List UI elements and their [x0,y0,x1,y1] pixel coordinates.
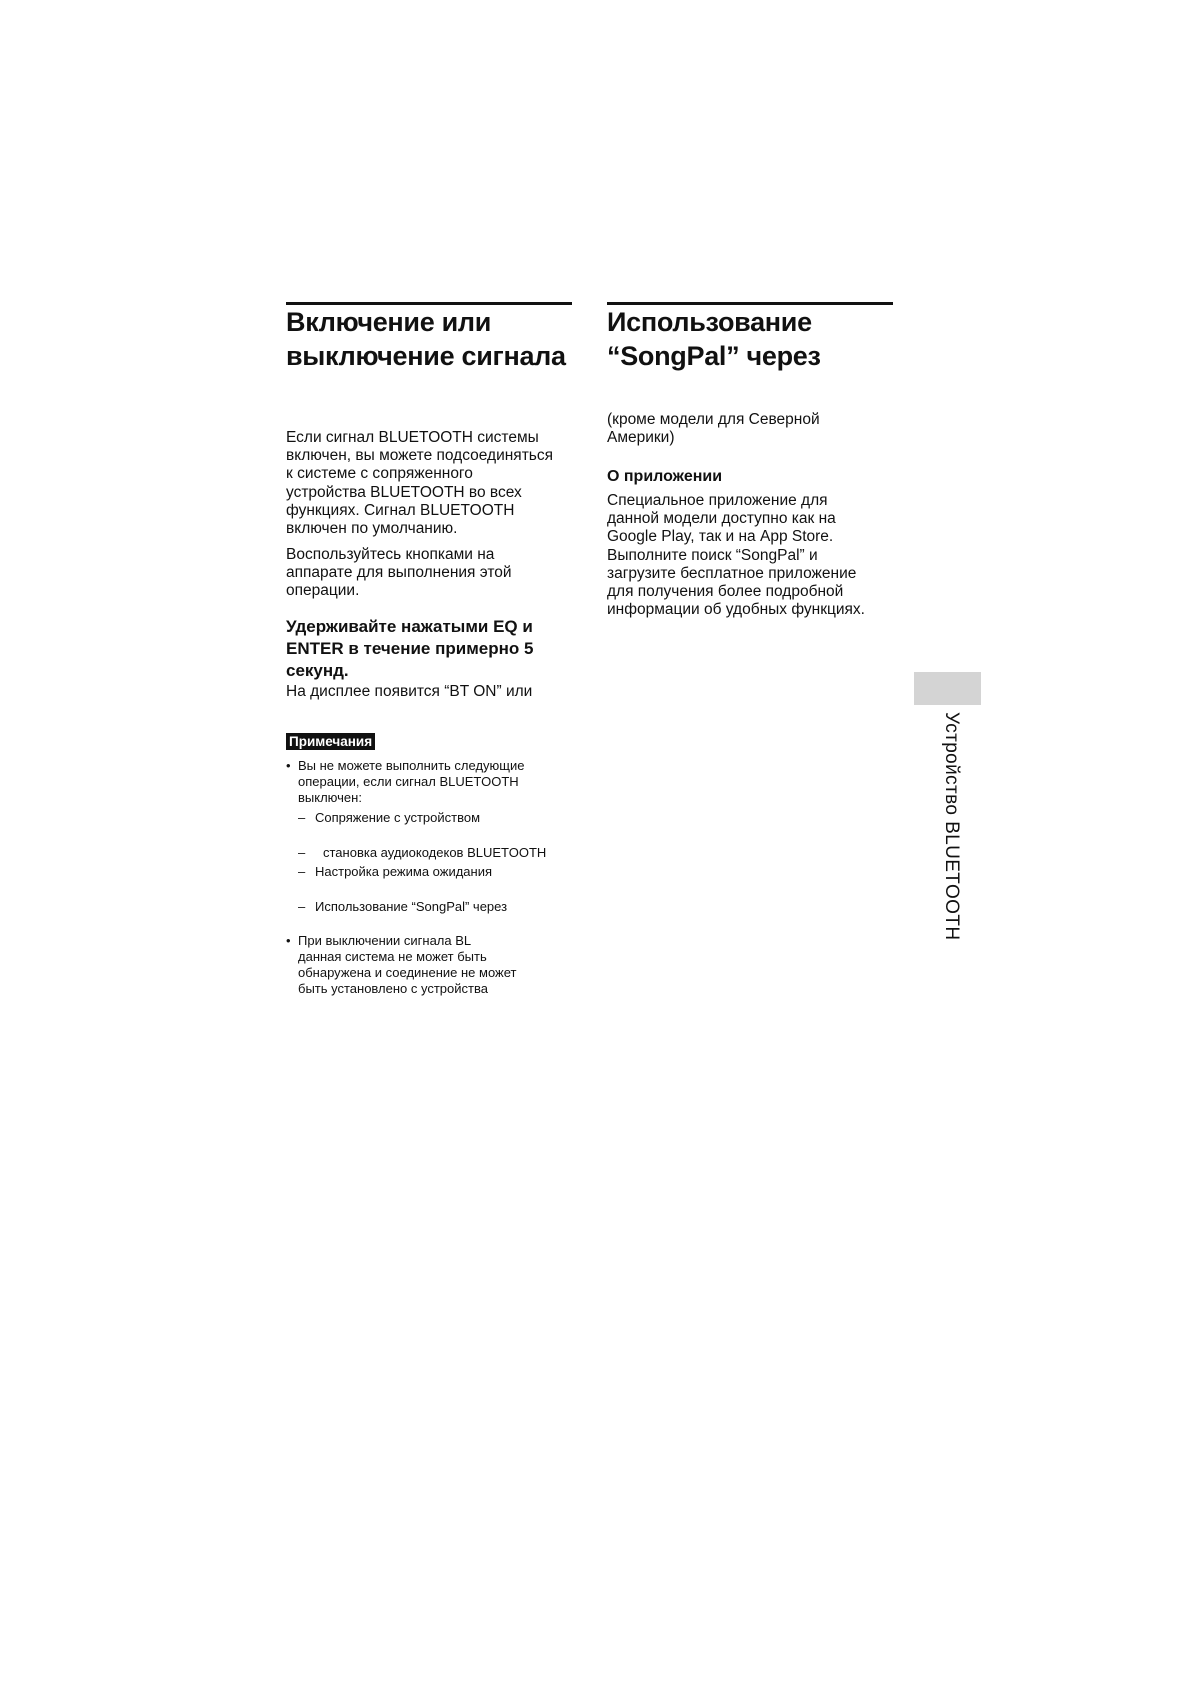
dash-icon: – [298,864,306,879]
about-paragraph [607,492,865,619]
step-heading-line: ENTER в течение примерно 5 [286,639,534,658]
note-line: Вы не можете выполнить следующие [298,758,525,773]
left-section-title [286,305,566,373]
text-line: информации об удобных функциях. [607,601,865,619]
text-line: к системе с сопряженного [286,465,473,483]
right-title-line: Использование [607,307,812,337]
text-line: включен по умолчанию. [286,520,458,538]
bullet-icon: • [286,758,291,773]
note-sub-item: Использование “SongPal” через [315,899,508,914]
note-line: операции, если сигнал BLUETOOTH [298,774,519,789]
text-line: данной модели доступно как на [607,510,836,528]
left-title-line: Включение или [286,307,492,337]
note-sub-item: становка аудиокодеков BLUETOOTH [323,845,547,860]
note-sub-item: Сопряжение с устройством [315,810,481,825]
step-result-text [286,683,532,701]
about-heading: О приложении [607,468,723,485]
note-line: При выключении сигнала BL [298,933,472,948]
note-line: данная система не может быть [298,949,487,964]
step-heading [286,616,533,682]
text-line: операции. [286,582,360,600]
bullet-icon: • [286,933,291,948]
note-line: быть установлено с устройства [298,981,488,996]
left-title-line: выключение сигнала [286,341,566,371]
text-line: На дисплее появится “BT ON” или [286,683,533,700]
text-line: Америки) [607,429,675,447]
right-section-title [607,305,821,373]
right-title-line: “SongPal” через [607,341,821,371]
note-sub-item: Настройка режима ожидания [315,864,492,879]
section-side-label: Устройство BLUETOOTH [941,712,962,941]
step-heading-line: Удерживайте нажатыми EQ и [286,617,533,636]
left-instruction-paragraph [286,546,512,601]
text-line: Google Play, так и на App Store. [607,528,834,546]
text-line: включен, вы можете подсоединяться [286,447,554,465]
text-line: устройства BLUETOOTH во всех [286,483,522,501]
dash-icon: – [298,810,306,825]
dash-icon: – [298,845,306,860]
text-line: аппарате для выполнения этой [286,564,512,582]
note-line: выключен: [298,790,362,805]
region-note [607,411,820,447]
dash-icon: – [298,899,306,914]
left-intro-paragraph [286,429,553,538]
text-line: Выполните поиск “SongPal” и [607,546,818,564]
text-line: Если сигнал BLUETOOTH системы [286,429,539,446]
text-line: Специальное приложение для [607,492,828,509]
text-line: для получения более подробной [607,583,844,601]
text-line: функциях. Сигнал BLUETOOTH [286,501,515,519]
step-heading-line: секунд. [286,661,349,680]
text-line: загрузите бесплатное приложение [607,564,857,582]
notes-badge: Примечания [286,733,375,750]
note-line: обнаружена и соединение не может [298,965,517,980]
text-line: (кроме модели для Северной [607,411,820,428]
section-tab-marker [914,672,981,705]
text-line: Воспользуйтесь кнопками на [286,546,495,563]
